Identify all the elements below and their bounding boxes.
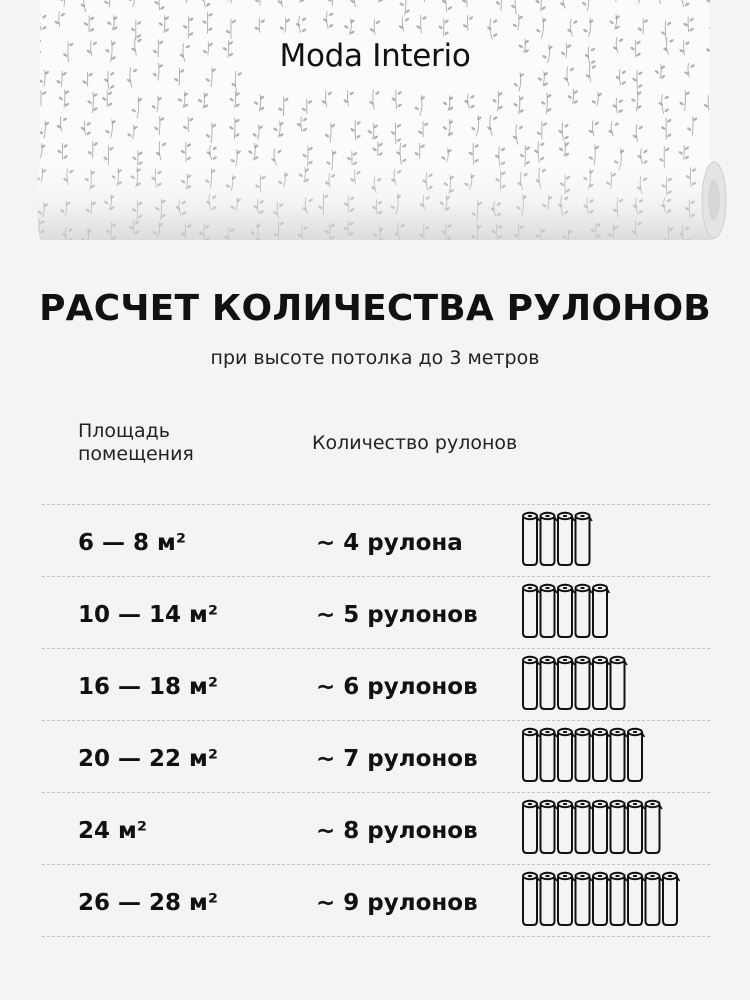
wallpaper-roll-icon: [646, 801, 663, 853]
wallpaper-roll-icon: [628, 801, 645, 853]
wallpaper-roll-icon: [523, 513, 540, 565]
column-header-area-line1: Площадь: [78, 420, 170, 442]
wallpaper-roll-icon: [558, 513, 575, 565]
wallpaper-roll-icon: [558, 729, 575, 781]
wallpaper-roll-icon: [576, 729, 593, 781]
table-divider: [42, 720, 710, 721]
page-subtitle: при высоте потолка до 3 метров: [210, 347, 540, 369]
rolls-group: [520, 653, 629, 715]
wallpaper-roll-icon: [558, 873, 575, 925]
row-area: 10 — 14 м²: [78, 602, 218, 628]
rolls-group: [520, 797, 664, 859]
row-quantity: ~ 9 рулонов: [316, 890, 478, 916]
wallpaper-roll-icon: [576, 513, 593, 565]
table-divider: [42, 792, 710, 793]
wallpaper-roll-icon: [558, 585, 575, 637]
wallpaper-roll-icon: [593, 585, 610, 637]
column-header-area: [78, 420, 278, 466]
wallpaper-roll-icon: [558, 801, 575, 853]
wallpaper-roll-icon: [663, 873, 680, 925]
rolls-group: [520, 869, 682, 931]
wallpaper-roll-icon: [576, 801, 593, 853]
wallpaper-roll-icon: [593, 873, 610, 925]
wallpaper-roll-icon: [646, 873, 663, 925]
wallpaper-roll-icon: [628, 873, 645, 925]
wallpaper-roll-icon: [523, 873, 540, 925]
wallpaper-roll-icon: [541, 801, 558, 853]
table-divider: [42, 864, 710, 865]
wallpaper-roll-icon: [593, 657, 610, 709]
wallpaper-roll-icon: [628, 729, 645, 781]
wallpaper-roll-icon: [558, 657, 575, 709]
wallpaper-roll-icon: [611, 657, 628, 709]
rolls-group: [520, 581, 612, 643]
wallpaper-roll-icon: [523, 585, 540, 637]
wallpaper-roll-icon: [541, 873, 558, 925]
wallpaper-roll-icon: [541, 729, 558, 781]
column-header-quantity: Количество рулонов: [312, 432, 518, 454]
row-quantity: ~ 6 рулонов: [316, 674, 478, 700]
page-title: РАСЧЕТ КОЛИЧЕСТВА РУЛОНОВ: [39, 288, 711, 329]
wallpaper-roll-icon: [611, 873, 628, 925]
row-area: 6 — 8 м²: [78, 530, 186, 556]
table-divider: [42, 576, 710, 577]
wallpaper-roll-icon: [523, 801, 540, 853]
wallpaper-roll-icon: [593, 729, 610, 781]
brand-title: Moda Interio: [279, 38, 471, 74]
wallpaper-roll-icon: [576, 585, 593, 637]
row-quantity: ~ 8 рулонов: [316, 818, 478, 844]
column-header-area-line2: помещения: [78, 443, 194, 465]
wallpaper-roll-icon: [541, 657, 558, 709]
row-quantity: ~ 4 рулона: [316, 530, 463, 556]
wallpaper-roll-icon: [576, 873, 593, 925]
row-area: 26 — 28 м²: [78, 890, 218, 916]
table-divider: [42, 936, 710, 937]
wallpaper-roll-icon: [576, 657, 593, 709]
row-quantity: ~ 7 рулонов: [316, 746, 478, 772]
row-area: 16 — 18 м²: [78, 674, 218, 700]
wallpaper-roll-icon: [541, 513, 558, 565]
wallpaper-roll-icon: [611, 729, 628, 781]
row-area: 24 м²: [78, 818, 147, 844]
wallpaper-roll-icon: [523, 657, 540, 709]
row-quantity: ~ 5 рулонов: [316, 602, 478, 628]
row-area: 20 — 22 м²: [78, 746, 218, 772]
table-divider: [42, 648, 710, 649]
rolls-group: [520, 509, 594, 571]
rolls-group: [520, 725, 647, 787]
table-divider: [42, 504, 710, 505]
wallpaper-roll-icon: [523, 729, 540, 781]
wallpaper-roll-icon: [611, 801, 628, 853]
wallpaper-roll-icon: [541, 585, 558, 637]
wallpaper-roll-icon: [593, 801, 610, 853]
